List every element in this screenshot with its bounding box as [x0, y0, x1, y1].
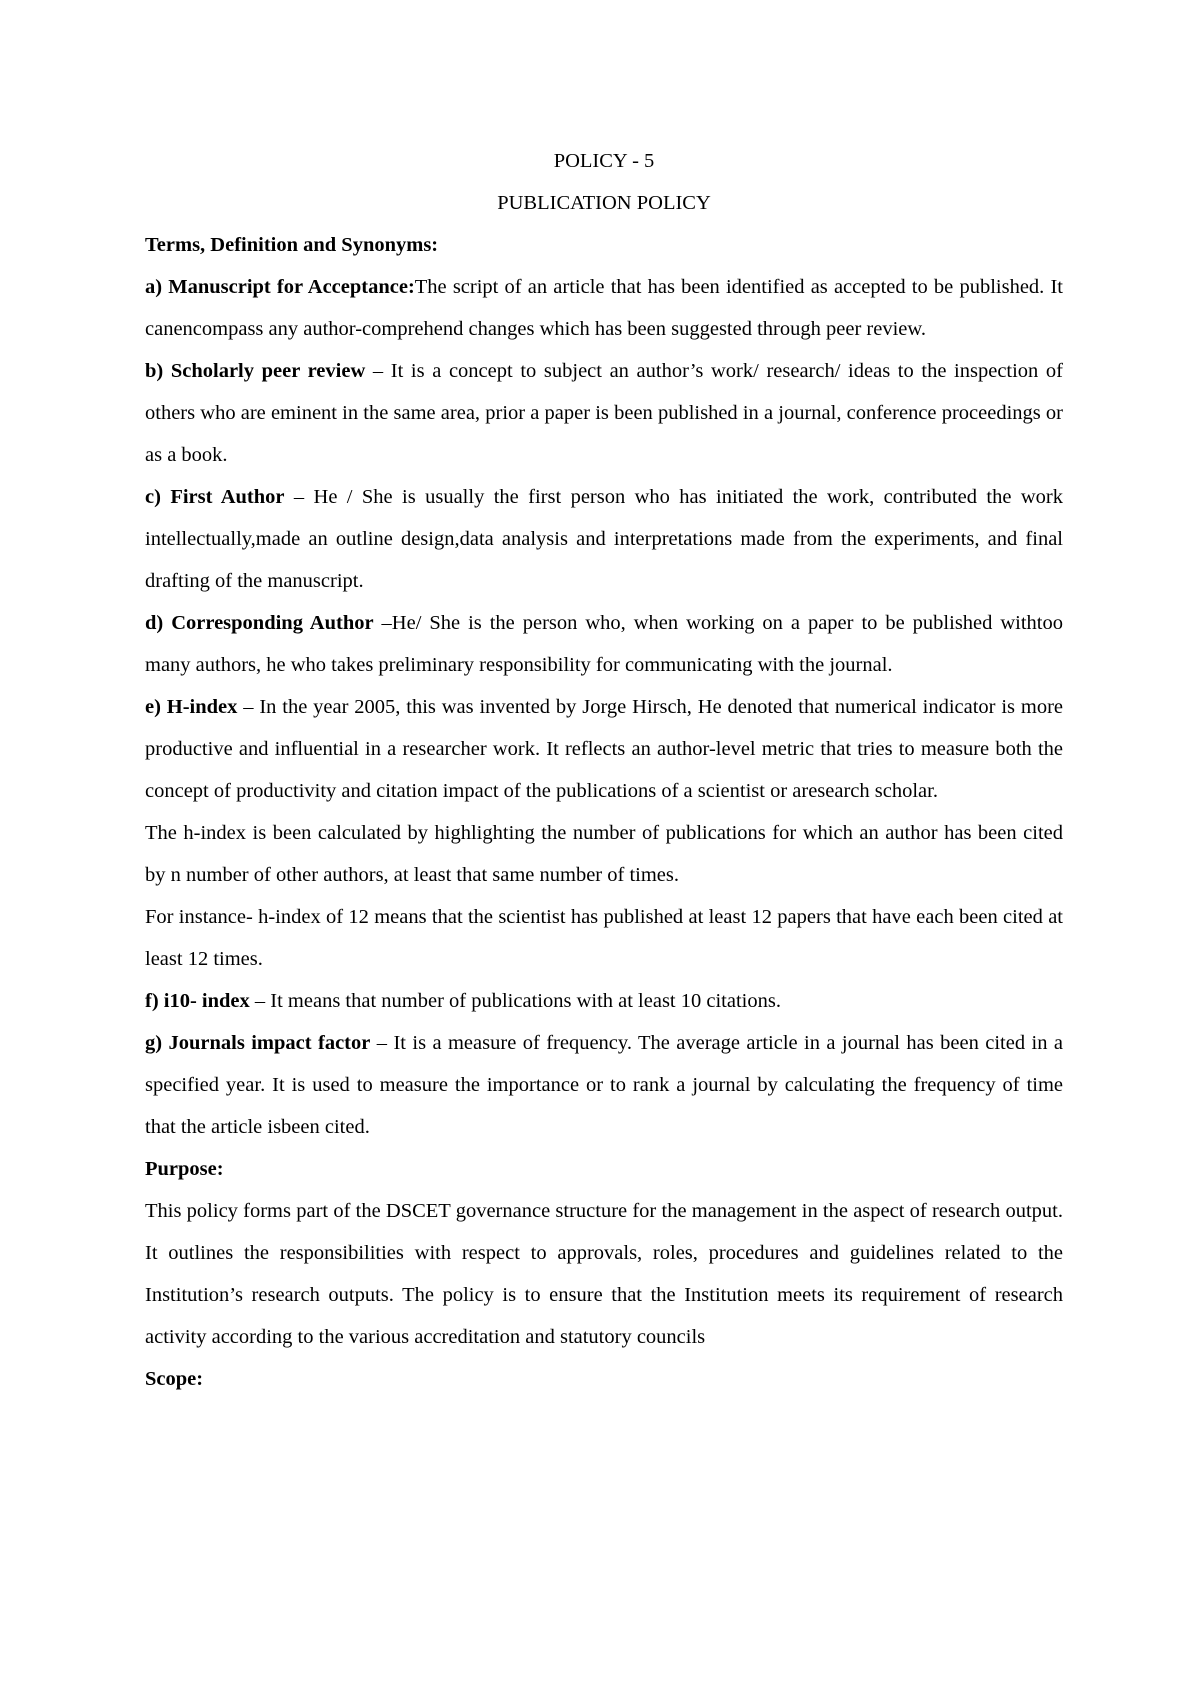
term-text: –He/ She is the person who, when working on a paper to be published withtoo many authors, he who takes preliminary responsibility for communicating with the journal.: [145, 612, 1064, 676]
term-text: – In the year 2005, this was invented by Jorge Hirsch, He denoted that numerical indicator is more productive and influential in a researcher work. It reflects an author-level metric that tries to measure both the concept of productivity and citation impact of the publications of a scientist or aresearch scholar.: [145, 696, 1064, 802]
term-label: e) H-index: [145, 696, 238, 718]
term-i10-index: [145, 980, 1063, 1022]
term-h-index: [145, 686, 1063, 812]
terms-heading: Terms, Definition and Synonyms:: [145, 234, 439, 256]
term-text: – It is a measure of frequency. The average article in a journal has been cited in a specified year. It is used to measure the importance or to rank a journal by calculating the frequency of time that the article isbeen cited.: [145, 1032, 1063, 1138]
policy-number: POLICY - 5: [553, 150, 655, 172]
term-first-author: [145, 476, 1063, 602]
term-text: – He / She is usually the first person who has initiated the work, contributed the work intellectually,made an outline design,data analysis and interpretations made from the experiments, and final drafting of the manuscript.: [145, 486, 1063, 592]
document-page: [145, 140, 1063, 1400]
term-label: c) First Author: [145, 486, 285, 508]
hindex-note-example: For instance- h-index of 12 means that the scientist has published at least 12 papers that have each been cited at least 12 times.: [145, 906, 1063, 970]
purpose-text: This policy forms part of the DSCET governance structure for the management in the aspect of research output. It outlines the responsibilities with respect to approvals, roles, procedures and guidelines related to the Institution’s research outputs. The policy is to ensure that the Institution meets its requirement of research activity according to the various accreditation and statutory councils: [145, 1200, 1063, 1348]
term-corresponding-author: [145, 602, 1063, 686]
term-impact-factor: [145, 1022, 1063, 1148]
term-label: g) Journals impact factor: [145, 1032, 371, 1054]
purpose-heading: Purpose:: [145, 1158, 224, 1180]
scope-heading: Scope:: [145, 1368, 204, 1390]
policy-title: PUBLICATION POLICY: [497, 192, 711, 214]
term-manuscript: [145, 266, 1063, 350]
term-peer-review: [145, 350, 1063, 476]
term-text: The script of an article that has been identified as accepted to be published. It canencompass any author-comprehend changes which has been suggested through peer review.: [145, 276, 1063, 340]
term-label: a) Manuscript for Acceptance:: [145, 276, 415, 298]
hindex-note-calculation: The h-index is been calculated by highlighting the number of publications for which an author has been cited by n number of other authors, at least that same number of times.: [145, 822, 1063, 886]
term-label: f) i10- index: [145, 990, 250, 1012]
term-text: – It is a concept to subject an author’s work/ research/ ideas to the inspection of others who are eminent in the same area, prior a paper is been published in a journal, conference proceedings or as a book.: [145, 360, 1064, 466]
term-text: – It means that number of publications with at least 10 citations.: [249, 990, 781, 1012]
term-label: d) Corresponding Author: [145, 612, 374, 634]
term-label: b) Scholarly peer review: [145, 360, 366, 382]
